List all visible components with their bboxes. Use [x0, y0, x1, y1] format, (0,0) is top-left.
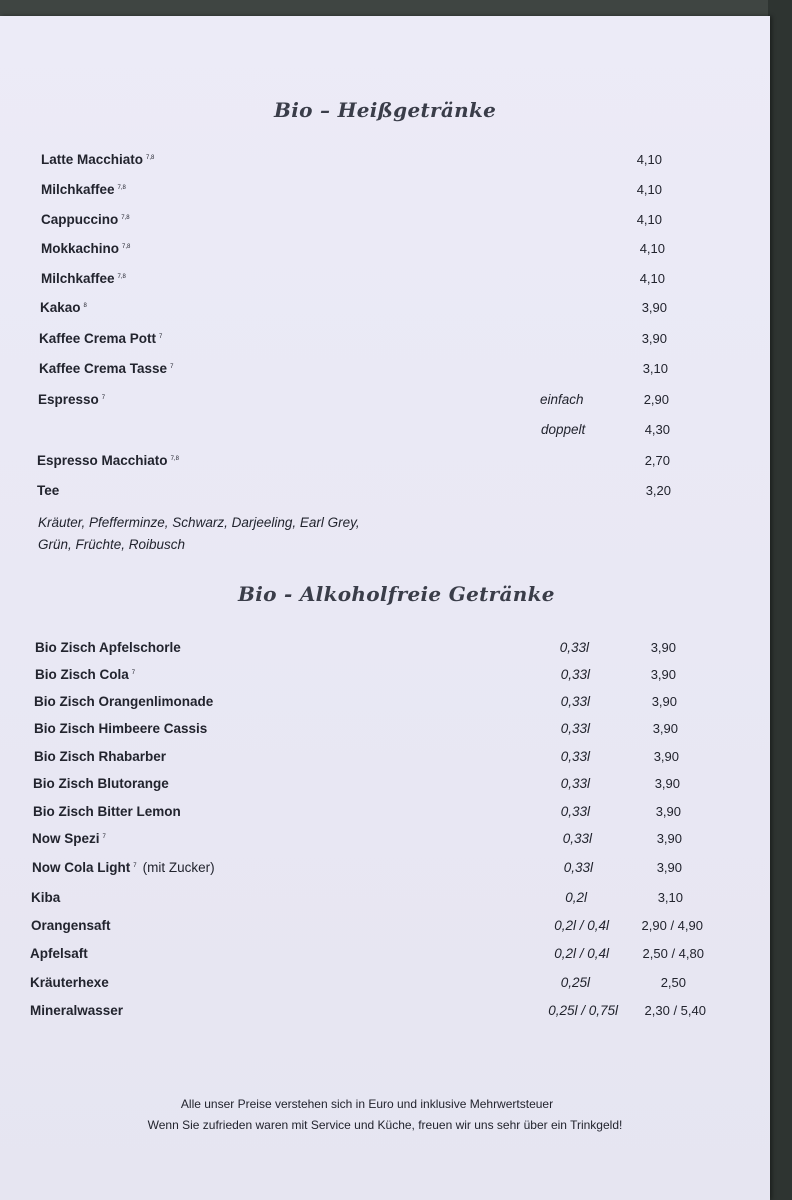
price: 3,90 [641, 300, 667, 315]
cold-drink-row [0, 667, 770, 691]
hot-drink-row [0, 453, 770, 477]
drink-name [32, 831, 106, 846]
drink-name [33, 804, 181, 819]
serving-size: 0,33l [560, 749, 590, 764]
price: 3,10 [657, 890, 683, 905]
additive-footnote: 7 [131, 670, 136, 676]
hot-drink-row [0, 271, 770, 295]
drink-name-text: Mineralwasser [30, 1003, 124, 1018]
cold-drink-row [0, 831, 770, 855]
additive-footnote: 7,8 [117, 274, 126, 280]
drink-name [30, 975, 109, 990]
price: 4,10 [639, 241, 665, 256]
cold-drink-row [0, 860, 770, 884]
hot-drink-row [0, 300, 770, 324]
drink-name-text: Kräuterhexe [30, 975, 109, 990]
drink-name-text: Bio Zisch Cola [35, 667, 129, 682]
drink-name-text: Bio Zisch Bitter Lemon [33, 804, 181, 819]
price: 3,90 [650, 640, 676, 655]
price: 2,50 [660, 975, 686, 990]
cold-drink-row [0, 749, 770, 773]
serving-size: 0,33l [559, 640, 589, 655]
serving-size: 0,33l [560, 721, 590, 736]
price: 3,90 [656, 831, 682, 846]
drink-name [33, 776, 169, 791]
drink-name-text: Bio Zisch Rhabarber [34, 749, 167, 764]
drink-name [32, 860, 215, 875]
additive-footnote: 7 [170, 364, 174, 370]
price: 3,90 [651, 694, 677, 709]
drink-name [31, 890, 60, 905]
drink-name: Tee [37, 483, 60, 498]
footer-tip-note: Wenn Sie zufrieden waren mit Service und Küche, freuen wir uns sehr über ein Trinkgeld! [147, 1118, 623, 1132]
drink-name-text: Now Cola Light [32, 860, 131, 875]
drink-name [34, 694, 213, 709]
cold-drink-row [0, 804, 770, 828]
price: 4,10 [636, 152, 662, 167]
cold-drinks-heading: Bio - Alkoholfreie Getränke [238, 582, 555, 606]
drink-name: Latte Macchiato $^{7,8}$ [41, 152, 155, 167]
drink-name: Mokkachino $^{7,8}$ [41, 241, 131, 256]
footer-vat-note: Alle unser Preise verstehen sich in Euro und inklusive Mehrwertsteuer [180, 1097, 554, 1111]
drink-name-text: Apfelsaft [30, 946, 88, 961]
additive-footnote: 7,8 [121, 215, 130, 221]
hot-drinks-heading: Bio – Heißgetränke [274, 98, 497, 122]
drink-name: Espresso Macchiato $^{7,8}$ [37, 453, 179, 468]
drink-name-text: Now Spezi [32, 831, 100, 846]
cold-drink-row [0, 694, 770, 718]
serving-variant: doppelt [541, 422, 586, 437]
price: 4,30 [644, 422, 670, 437]
cold-drink-row [0, 918, 770, 942]
background-frame-right [768, 0, 792, 1200]
price: 4,10 [636, 182, 662, 197]
additive-footnote: 7,8 [146, 155, 155, 161]
price: 3,90 [655, 804, 681, 819]
tea-varieties [38, 512, 438, 556]
hot-drink-row [0, 361, 770, 385]
drink-name [34, 749, 166, 764]
serving-size: 0,33l [560, 667, 590, 682]
hot-drink-row [0, 182, 770, 206]
drink-name: Milchkaffee $^{7,8}$ [41, 271, 126, 286]
serving-size: 0,2l / 0,4l [554, 946, 609, 961]
cold-drink-row [0, 946, 770, 970]
drink-name-text: Bio Zisch Orangenlimonade [34, 694, 214, 709]
drink-name [30, 946, 88, 961]
serving-size: 0,25l / 0,75l [548, 1003, 618, 1018]
cold-drink-row [0, 975, 770, 999]
price: 3,90 [652, 721, 678, 736]
hot-drink-row [0, 241, 770, 265]
price: 3,20 [645, 483, 671, 498]
hot-drink-row [0, 331, 770, 355]
drink-name-text: Bio Zisch Himbeere Cassis [34, 721, 208, 736]
drink-name [30, 1003, 123, 1018]
drink-name: Kaffee Crema Tasse $^7$ [39, 361, 174, 376]
price: 2,50 / 4,80 [642, 946, 704, 961]
cold-drink-row [0, 890, 770, 914]
additive-footnote: 7,8 [170, 456, 179, 462]
serving-size: 0,33l [563, 860, 593, 875]
price: 3,90 [653, 749, 679, 764]
tea-varieties-line1: Kräuter, Pfefferminze, Schwarz, Darjeeling, Earl Grey, [38, 515, 360, 530]
drink-name-text: Orangensaft [31, 918, 111, 933]
drink-name-text: Bio Zisch Blutorange [33, 776, 169, 791]
drink-name: Espresso $^7$ [38, 392, 106, 407]
price: 3,90 [654, 776, 680, 791]
drink-name [35, 667, 135, 682]
additive-footnote: 7 [159, 334, 163, 340]
serving-size: 0,25l [560, 975, 590, 990]
cold-drink-row [0, 721, 770, 745]
drink-name-text: Kiba [31, 890, 61, 905]
serving-size: 0,33l [560, 776, 590, 791]
additive-footnote: 7 [133, 863, 137, 869]
serving-size: 0,33l [560, 694, 590, 709]
additive-footnote: 7 [101, 395, 106, 401]
price: 4,10 [639, 271, 665, 286]
price: 4,10 [636, 212, 662, 227]
drink-name-text: Bio Zisch Apfelschorle [35, 640, 181, 655]
serving-size: 0,33l [562, 831, 592, 846]
drink-remark: (mit Zucker) [142, 860, 215, 875]
serving-size: 0,2l / 0,4l [554, 918, 609, 933]
serving-size: 0,2l [565, 890, 587, 905]
hot-drink-row [0, 212, 770, 236]
price: 3,90 [650, 667, 676, 682]
drink-name [35, 640, 181, 655]
price: 3,10 [642, 361, 668, 376]
hot-drink-row [0, 152, 770, 176]
drink-name: Milchkaffee $^{7,8}$ [41, 182, 126, 197]
price: 2,90 [643, 392, 669, 407]
cold-drink-row [0, 776, 770, 800]
hot-drink-row [0, 483, 770, 507]
additive-footnote: 8 [83, 303, 87, 309]
tea-varieties-line2: Grün, Früchte, Roibusch [38, 537, 186, 552]
hot-drink-row [0, 392, 770, 416]
price: 3,90 [656, 860, 682, 875]
price: 2,70 [644, 453, 670, 468]
drink-name: Kaffee Crema Pott $^7$ [39, 331, 163, 346]
serving-size: 0,33l [560, 804, 590, 819]
additive-footnote: 7,8 [122, 244, 131, 250]
hot-drink-row [0, 422, 770, 446]
cold-drink-row [0, 1003, 770, 1027]
cold-drink-row [0, 640, 770, 664]
serving-variant: einfach [540, 392, 584, 407]
drink-name [31, 918, 111, 933]
drink-name: Kakao $^8$ [40, 300, 87, 315]
additive-footnote: 7,8 [117, 185, 126, 191]
additive-footnote: 7 [102, 834, 106, 840]
price: 3,90 [641, 331, 667, 346]
price: 2,90 / 4,90 [641, 918, 703, 933]
price: 2,30 / 5,40 [644, 1003, 706, 1018]
drink-name: Cappuccino $^{7,8}$ [41, 212, 130, 227]
drink-name [34, 721, 207, 736]
